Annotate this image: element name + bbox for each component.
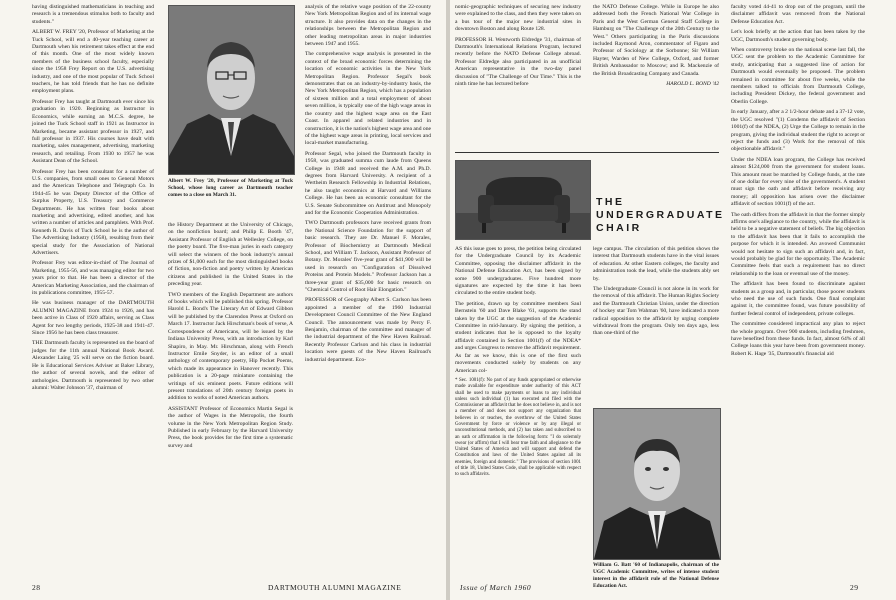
paragraph: The committee considered impractical any plan to reject the whole program. Over 900 students, including freshmen, have benefited from these funds. In fact, almost 64% of all College loans this year have been from government money. Robert K. Hage '35, Dartmouth's financial aid — [731, 321, 865, 357]
paragraph: Under the NDEA loan program, the College has received almost $124,000 from the government for student loans. This amount must be matched by College funds, at the rate of one dollar for every nine of the government's. A student must sign the oath and affidavit before receiving any money; all opposition has arisen over the disclaimer affidavit of section 1001(f) of the act. — [731, 156, 865, 208]
photo-caption: Albert W. Frey '20, Professor of Marketing at Tuck School, whose long career as Dartmouth teacher comes to a close on March 31. — [168, 178, 293, 198]
footnote: * Sec. 1001(f): No part of any funds appropriated or otherwise made available for expenditure under authority of this ACT shall be used to make payments or loans to any individual unless such individual (1) has executed and filed with the Commissioner an affidavit that he does not believe in, and is not a member of and does not support any organization that believes in or teaches, the overthrow of the United States Government by force or violence or by any illegal or unconstitutional methods, and (2) has taken and subscribed to an oath or affirmation in the following form: "I do solemnly swear (or affirm) that I will bear true faith and allegiance to the United States of America and will support and defend the Constitution and laws of the United States against all its enemies, foreign and domestic." The provisions of section 1001 of title 18, United States Code, shall be applicable with respect to such affidavits. — [455, 377, 581, 478]
right-page — [450, 0, 896, 600]
paragraph: the NATO Defense College. While in Europe he also addressed both the French National War College in Paris and the West German General Staff College in Hamburg on "The Challenge of the 20th Century to the West." Others participating in the Paris discussions included Raymond Aron, commentator of Figaro and Professor of Sociology at the Sorbonne; Sir William Hayter, Warden of New College, Oxford, and former British Ambassador to Moscow; and R. Mackenzie of the British Broadcasting Company and Canada. — [593, 4, 719, 77]
photo-caption: William G. Batt '60 of Indianapolis, chairman of the UGC Academic Committee, writes of intense student interest in the affidavit rule of the National Defense Education Act. — [593, 562, 719, 589]
feature-title-line: CHAIR — [596, 222, 642, 234]
right-column-1 — [455, 4, 581, 91]
paragraph: analysis of the relative wage position of the 22-county New York Metropolitan Region and of its internal wage structure. It also provides data on the changes in the relationships between the Metropolitan Region and other leading metropolitan areas in major industries between 1947 and 1955. — [305, 4, 431, 48]
feature-title — [596, 196, 725, 235]
paragraph: THE Dartmouth faculty is represented on the board of judges for the 11th annual National Book Award. Alexander Laing '25 will serve on the fiction board. He is Educational Services Adviser at Baker Library, the author of several novels, and the editor of anthologies. Dartmouth is represented by two other alumni: Walter Johnson '37, chairman of — [32, 340, 154, 391]
paragraph: The affidavit has been found to discriminate against students as a group and, in particular, those poorer students who need the use of such funds. One final complaint against it, the committee found, was future possibility of further federal control of independent, private colleges. — [731, 281, 865, 317]
paragraph: Professor Segal, who joined the Dartmouth faculty in 1958, was graduated summa cum laude from Queens College in 1948 and received the A.M. and Ph.D. degrees from Harvard University. A recipient of a Wertheim Research Fellowship in Industrial Relations, he also taught economics at Harvard and Williams College. He has been an economic consultant for the U.S. Senate Subcommittee on Antitrust and Monopoly and for the Economic Cooperation Administration. — [305, 150, 431, 216]
left-page — [0, 0, 446, 600]
page-number: 29 — [850, 583, 859, 592]
chair-column-2 — [593, 246, 719, 341]
chair-illustration — [455, 160, 591, 240]
paragraph: the History Department at the University of Chicago, on the nonfiction board; and Philip E. Booth '47, Assistant Professor of English at Wellesley College, on the poetry board. The five-man juries in each category will select the winners of the book industry's annual prizes of $1,000 each for the most distinguished books of fiction, non-fiction and poetry written by American citizens and published in the United States in the preceding year. — [168, 222, 293, 288]
left-column-2 — [168, 222, 293, 453]
paragraph: He was business manager of the DARTMOUTH ALUMNI MAGAZINE from 1924 to 1926, and has been active in Class of 1920 affairs, serving as Class Agent for two lengthy periods, 1925-38 and 1941-47. Since 1956 he has been class treasurer. — [32, 300, 154, 337]
portrait-photo-batt — [593, 408, 721, 560]
paragraph: Let's look briefly at the action that has been taken by the UGC, Dartmouth's student governing body. — [731, 29, 865, 43]
paragraph: faculty voted 44-41 to drop out of the program, until the disclaimer affidavit was removed from the National Defense Education Act. — [731, 4, 865, 25]
running-head: DARTMOUTH ALUMNI MAGAZINE — [268, 583, 402, 592]
left-column-3 — [305, 4, 431, 367]
paragraph: Professor Frey has been consultant for a number of U.S. companies, from small ones to General Motors and the American Telephone and Telegraph Co. In 1944-45 he was Deputy Director of the Office of Surplus Property, U.S. Treasury and Commerce Departments. He has written four books about marketing and advertising, edited another, and has written a number of articles and pamphlets. With Prof. Kenneth R. Davis of Tuck School he is the author of The Advertising Industry (1958), resulting from their special study for the Association of National Advertisers. — [32, 168, 154, 256]
feature-title-line: UNDERGRADUATE — [596, 209, 725, 221]
portrait-image — [594, 409, 720, 559]
page-number: 28 — [32, 583, 41, 592]
paragraph: The oath differs from the affidavit in that the former simply affirms one's allegiance to the country, while the affidavit is held to be a negative statement of beliefs. The big objection to the affidavit has been that it fails to accomplish the purpose for which it is intended. An avowed Communist would not hesitate to sign such an affidavit and, in fact, would probably be glad for the opportunity. The Academic Committee feels that such a requirement has no direct relationship to the loan or eventual use of the money. — [731, 211, 865, 277]
paragraph: The comprehensive wage analysis is presented in the context of the broad economic forces determining the location of economic activities in the New York Metropolitan Region. Professor Segal's book demonstrates that on an industry-by-industry basis, the New York Metropolitan Region, which has a population of sixteen million and a total employment of about seven million, is typically one of the high wage areas in the country and the highest wage area on the East Coast. In apparel and related industries and in construction, it is the nation's highest wage area and one of the highest wage areas in printing, local services and local-market manufacturing. — [305, 51, 431, 147]
portrait-image — [169, 6, 294, 174]
paragraph: PROFESSOR H. Wentworth Eldredge '31, chairman of Dartmouth's International Relations Program, lectured recently before the NATO Defense College abroad. Professor Eldredge also participated in an unofficial American representative in the two-day panel discussion of "The Challenge of Our Time." This is the ninth time he has lectured before — [455, 36, 581, 88]
issue-label: Issue of March 1960 — [460, 583, 532, 592]
feature-title-line: THE — [596, 196, 625, 208]
portrait-photo-frey — [168, 5, 295, 175]
paragraph: In early January, after a 2 1/2-hour debate and a 37-12 vote, the UGC resolved "(1) Condemn the affidavit of Section 1001(f) of the NDEA, (2) Urge the College to remain in the program, giving the individual student the right to accept or reject the funds and (3) Work for the removal of this objectionable affidavit." — [731, 109, 865, 153]
paragraph: ASSISTANT Professor of Economics Martin Segal is the author of Wages in the Metropolis, the fourth volume in the New York Metropolitan Region Study. Published in early February by the Harvard University Press, the book provides for the first time a systematic survey and — [168, 405, 293, 449]
paragraph: The Undergraduate Council is not alone in its work for the removal of this affidavit. The Human Rights Society and the Dartmouth Christian Union, under the direction of hockey star Tom Wahman '60, have indicated a more radical opposition to the affidavit by urging complete withdrawal from the program. Only ten days ago, less than one-third of the — [593, 286, 719, 337]
section-rule — [455, 152, 719, 153]
paragraph: TWO Dartmouth professors have received grants from the National Science Foundation for the support of basic research. They are Dr. Manuel F. Morales, Professor of Biochemistry at Dartmouth Medical School, and William T. Jackson, Assistant Professor of Botany. Dr. Morales' five-year grant of $41,900 will be used in research on "Configuration of Dissolved Proteins and Protein Models." Professor Jackson has a three-year grant of $35,000 for basic research on "Chemical Control of Root Hair Elongation." — [305, 220, 431, 294]
paragraph: having distinguished mathematicians in teaching and research is a tremendous stimulus both to faculty and students." — [32, 4, 154, 25]
paragraph: nomic-geographic techniques of securing new industry were explained to the class, and then they were taken on a bus tour of the major new industrial sites in downtown Boston and along Route 128. — [455, 4, 581, 33]
paragraph: The petition, drawn up by committee members Saul Bernstein '60 and Dave Blake '61, supports the stand taken by the UGC at the suggestion of the Academic Committee in mid-January. By signing the petition, a student indicates that he is opposed to the loyalty affidavit contained in Section 1001(f) of the NDEA* and urges Congress to remove the affidavit requirement. As far as we know, this is one of the first such movements conducted solely by students on any American col- — [455, 300, 581, 374]
paragraph: When controversy broke on the national scene last fall, the UGC sent the problem to the Academic Committee for study, anticipating that a suggested line of action for Dartmouth would eventually be proposed. The problem remained in committee for about five weeks, while the members talked to officials from Dartmouth College, including President Dickey, the federal government and Oberlin College. — [731, 47, 865, 105]
right-column-3 — [731, 4, 865, 361]
paragraph: Professor Frey was editor-in-chief of The Journal of Marketing, 1955-56, and was managing editor for two years prior to that. He has been a director of the American Marketing Association, and the chairman of its publications committee, 1955-57. — [32, 260, 154, 297]
left-column-1 — [32, 4, 154, 395]
author-signature: HAROLD L. BOND '42 — [666, 81, 719, 88]
paragraph: Professor Frey has taught at Dartmouth ever since his graduation in 1920. Beginning as Instructor in Economics, while earning an M.C.S. degree, he joined the Tuck School staff in 1921 as Instructor in Marketing, became assistant professor in 1927, and full professor in 1937. His courses have dealt with marketing, sales management, advertising, marketing research, and retailing. From 1930 to 1957 he was Assistant Dean of the School. — [32, 98, 154, 165]
paragraph: ALBERT W. FREY '20, Professor of Marketing at the Tuck School, will end a 40-year teaching career at Dartmouth when his retirement takes effect at the end of this month. One of the most widely known members of the business school faculty, especially since the 1958 Frey Report on the U.S. advertising industry, and one of the most popular of Tuck School teachers, he has told friends that he has no definite employment plans. — [32, 29, 154, 95]
right-column-2 — [593, 4, 719, 91]
paragraph: PROFESSOR of Geography Albert S. Carlson has been appointed a member of the 1960 Industrial Development Council Committee of the New England Council. The announcement was made by Percy F. Benjamin, chairman of the committee and manager of the industrial department of the New Haven Railroad. Recently Professor Carlson and his class in industrial location were guests of the New Haven Railroad's industrial department. Eco- — [305, 297, 431, 363]
armchair-image — [456, 161, 590, 239]
paragraph: lege campus. The circulation of this petition shows the interest that Dartmouth students have in the vital issues of education. At other Eastern colleges, the faculty and administration took the lead, while the students ably set by. — [593, 246, 719, 282]
paragraph: AS this issue goes to press, the petition being circulated for the Undergraduate Council by its Academic Committee, opposing the disclaimer affidavit in the National Defense Education Act, has been signed by some 900 undergraduates. Five hundred more signatures are expected by the time it has been circulated to the entire student body. — [455, 246, 581, 297]
paragraph: TWO members of the English Department are authors of books which will be published this spring. Professor Harold L. Bond's The Literary Art of Edward Gibbon will be published by the Clarendon Press at Oxford on March 17. Instructor Jack Hirschman's book of verse, A Correspondence of Americans, will be issued by the Indiana University Press, with an introduction by Karl Shapiro, in May. Mr. Hirschman, along with French Instructor Emile Snyder, is an editor of a small anthology of contemporary poetry, Hip Pocket Poems, which made its appearance in Hanover recently. This publication is a 20-page miniature containing the writings of six eminent poets. Future editions will present translations of 20th century foreign poets in addition to works of noted American authors. — [168, 291, 293, 402]
chair-column-1 — [455, 246, 581, 482]
